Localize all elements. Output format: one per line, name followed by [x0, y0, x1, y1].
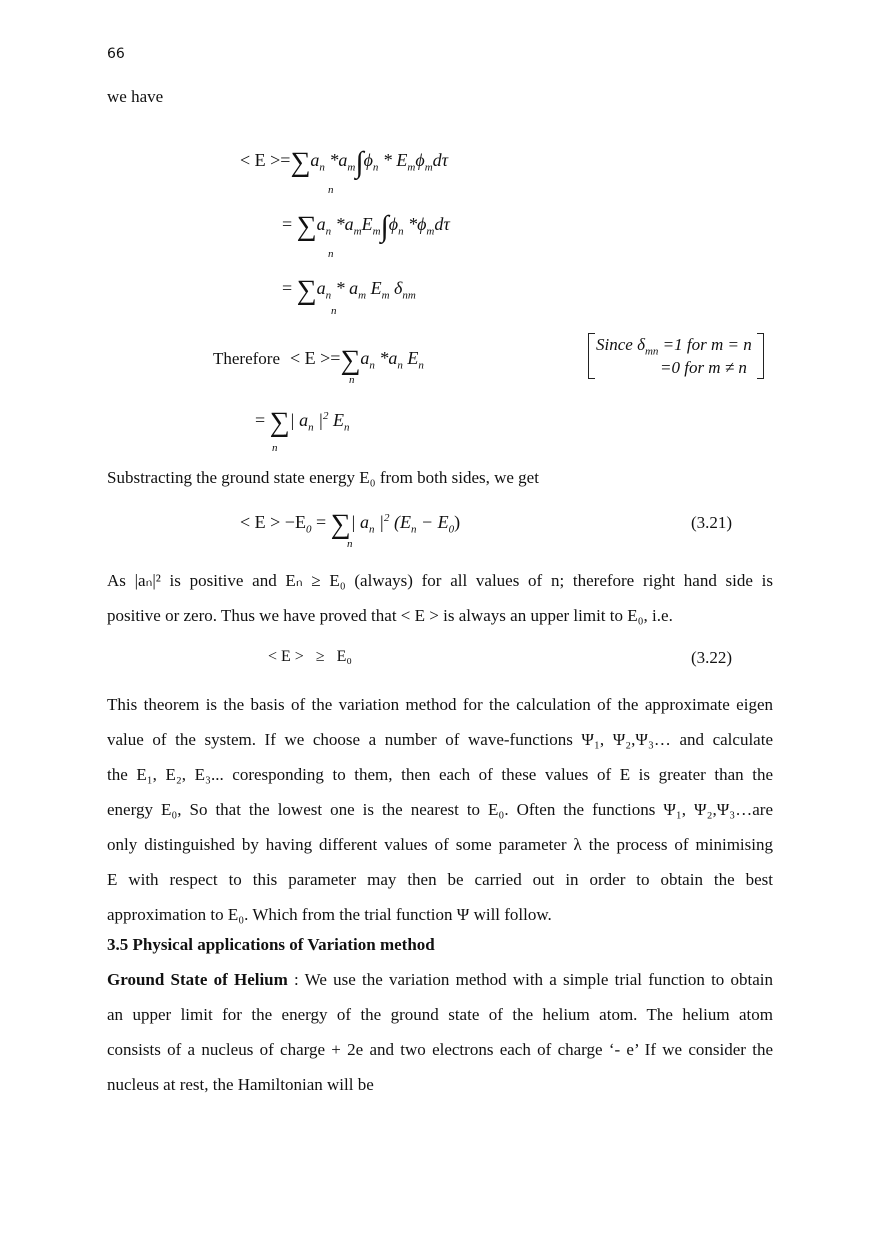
since-line-1	[596, 335, 752, 358]
eq-sub: m	[353, 225, 362, 238]
eq-equals: =	[282, 214, 297, 234]
eq-sub: n	[369, 523, 375, 536]
eq-term: |	[313, 410, 324, 430]
text-line: the E₁, E₂, E₃... coresponding to them, then each of these values of E is greater than the	[107, 765, 773, 784]
eq-sub: m	[424, 161, 433, 174]
text-line: value of the system. If we choose a number of wave-functions Ψ₁, Ψ₂,Ψ₃… and calculate	[107, 730, 773, 749]
eq-sub: n	[372, 161, 379, 174]
eq-term: E	[366, 278, 382, 298]
text-line: energy E₀, So that the lowest one is the nearest to E₀. Often the functions Ψ₁, Ψ₂,Ψ₃…are	[107, 800, 773, 819]
eq-term: ϕ	[415, 150, 425, 170]
eq-equals: =	[255, 410, 270, 430]
eq-sup: 2	[383, 512, 390, 524]
paragraph-lead: Ground State of Helium	[107, 970, 288, 989]
eq-sub: m	[347, 161, 356, 174]
eq-sub: m	[372, 225, 381, 238]
eq-equals: =	[282, 278, 297, 298]
equation-number: (3.21)	[691, 513, 733, 532]
since-text: Since δ	[596, 335, 645, 354]
eq-sup: 2	[323, 410, 329, 422]
eq-term: a	[316, 278, 326, 298]
sum-symbol: ∑	[296, 211, 317, 242]
equation-2	[282, 210, 450, 243]
eq-term: |	[374, 512, 384, 532]
eq-lhs: < E >=	[240, 150, 291, 170]
eq-sub: 0	[448, 523, 455, 536]
eq-sub: n	[418, 359, 424, 372]
sum-limit: n	[272, 442, 278, 454]
sum-symbol: ∑	[290, 147, 311, 178]
eq-term: (E	[389, 512, 411, 532]
eq-term: dτ	[432, 150, 449, 170]
text-line	[107, 970, 773, 990]
eq-term: E	[402, 348, 419, 368]
eq-term: E	[328, 410, 345, 430]
eq-sub: n	[325, 225, 332, 238]
eq-term: *a	[374, 348, 398, 368]
eq-term: | a	[289, 410, 309, 430]
eq-term: a	[316, 214, 326, 234]
eq-lhs: < E > −E	[240, 512, 306, 532]
eq-term: a	[310, 150, 320, 170]
eq-term: * E	[378, 150, 408, 170]
eq-term: − E	[416, 512, 449, 532]
text-line: consists of a nucleus of charge + 2e and two electrons each of charge ‘- e’ If we consider the	[107, 1040, 773, 1059]
since-sub: mn	[644, 345, 659, 358]
eq-term: | a	[350, 512, 370, 532]
eq-sub: m	[426, 225, 435, 238]
eq-term: δ	[389, 278, 403, 298]
eq-sub: n	[369, 359, 375, 372]
intro-text: we have	[107, 87, 164, 106]
since-text: =1 for m = n	[658, 335, 752, 354]
text-line: E with respect to this parameter may then be carried out in order to obtain the best	[107, 870, 773, 889]
sum-symbol: ∑	[330, 509, 351, 540]
eq-term: *a	[324, 150, 348, 170]
equation-1	[240, 146, 449, 179]
equation-therefore	[290, 345, 424, 376]
text-line: only distinguished by having different values of some parameter λ the process of minimising	[107, 835, 773, 854]
eq-lhs: < E >=	[290, 348, 341, 368]
equation-4	[255, 407, 350, 438]
eq-sub: 0	[305, 523, 312, 536]
eq-term: ϕ	[417, 214, 427, 234]
eq-sub: n	[319, 161, 325, 174]
eq-sub: n	[398, 225, 404, 238]
eq-sub: m	[381, 289, 390, 302]
eq-term: E	[361, 214, 373, 234]
since-line-2: =0 for m ≠ n	[660, 358, 747, 377]
eq-term: ϕ	[388, 214, 399, 234]
sum-symbol: ∑	[296, 275, 317, 306]
sum-limit: n	[328, 248, 334, 260]
eq-sub: n	[325, 289, 332, 302]
integral-symbol: ∫	[355, 146, 364, 179]
integral-symbol: ∫	[380, 210, 389, 243]
equation-3	[282, 275, 416, 306]
text-line: As |aₙ|² is positive and Eₙ ≥ E₀ (always) for all values of n; therefore right hand side is	[107, 571, 773, 590]
eq-term: *	[403, 214, 418, 234]
text-line: nucleus at rest, the Hamiltonian will be	[107, 1075, 374, 1094]
equation-number: (3.22)	[691, 648, 733, 667]
therefore-label: Therefore	[213, 349, 281, 368]
eq-term: )	[454, 512, 461, 532]
eq-sub: n	[344, 421, 350, 434]
eq-term: * a	[331, 278, 359, 298]
eq-term: ϕ	[363, 150, 373, 170]
text-line: approximation to E₀. Which from the trial function Ψ will follow.	[107, 905, 552, 924]
text-line: an upper limit for the energy of the ground state of the helium atom. The helium atom	[107, 1005, 773, 1024]
eq-sub: m	[358, 289, 367, 302]
equation-3-22: < E > ≥ E₀	[268, 648, 352, 665]
eq-equals: =	[311, 512, 331, 532]
subtract-text: Substracting the ground state energy E₀ from both sides, we get	[107, 468, 539, 487]
eq-sub: nm	[402, 289, 416, 302]
eq-sub: n	[308, 421, 314, 434]
eq-term: a	[360, 348, 370, 368]
sum-limit: n	[328, 184, 334, 196]
page-number: 66	[107, 46, 125, 62]
text-line: positive or zero. Thus we have proved that < E > is always an upper limit to E₀, i.e.	[107, 606, 673, 625]
eq-term: dτ	[434, 214, 450, 234]
sum-limit: n	[331, 305, 337, 317]
eq-sub: m	[407, 161, 416, 174]
sum-limit: n	[347, 538, 353, 550]
equation-3-21	[240, 509, 461, 540]
text-line: This theorem is the basis of the variation method for the calculation of the approximate eigen	[107, 695, 773, 714]
eq-sub: n	[397, 359, 403, 372]
sum-symbol: ∑	[340, 345, 361, 376]
section-heading: 3.5 Physical applications of Variation method	[107, 935, 435, 954]
eq-sub: n	[410, 523, 417, 536]
sum-limit: n	[349, 374, 355, 386]
eq-term: *a	[331, 214, 354, 234]
sum-symbol: ∑	[269, 407, 290, 438]
text-span: : We use the variation method with a simple trial function to obtain	[287, 970, 773, 989]
